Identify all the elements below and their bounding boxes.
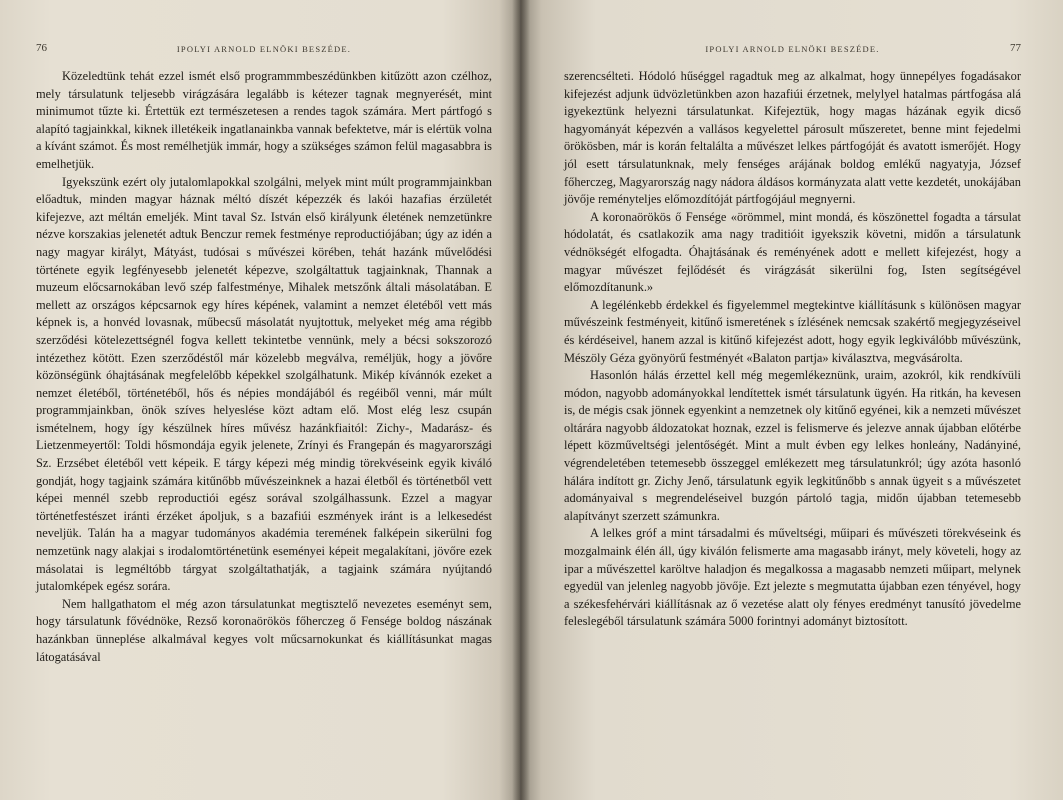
left-page-number: 76: [36, 42, 47, 54]
right-paragraph-1: szerencsélteti. Hódoló hűséggel ragadtuk meg az alkalmat, hogy ünnepélyes fogadásakor kifejezést adjunk üdvözletünkben azon hazafiúi érzetnek, melylyel hatalmas pártfogása alá igyekeztünk helyezni társulatunkat. Kifejeztük, hogy magas házának egyik dicső hagyományát képezvén a vallásos kegyelettel párosult műszeretet, benne mint fejedelmi örökösben, már is korán feltalálta a művészet lelkes pártfogóját és avatott ismerőjét. Hogy jól esett társulatunknak, mely fenséges arájának boldog emlékű nagyatyja, József főherczeg, Magyarország nagy nádora áldásos kormányzata alatt vette kezdetét, unokájában jövője reményteljes előmozdítóját pártfogójául megnyerni.: [564, 69, 1021, 207]
left-page-header: [36, 42, 492, 66]
right-paragraph-5: A lelkes gróf a mint társadalmi és műveltségi, műipari és művészeti törekvéseink és mozgalmaink élén áll, úgy kiválón felismerte ama magasabb irányt, mely követeli, hogy az ipar a művészettel karöltve haladjon és megalkossa a magasabb nemzeti műipart, melynek egyedül van jelenleg nagyobb jövője. Ezt jelezte s megmutatta újabban ezen tényével, hogy a székesfehérvári kiállításnak az ő vezetése alatt oly fényes eredményt tanusító jövedelme feleslegéből társulatunk számára 5000 forintnyi adományt biztosított.: [564, 526, 1021, 629]
right-page-body: [564, 68, 1021, 631]
right-page-header: [564, 42, 1021, 66]
right-paragraph-4: Hasonlón hálás érzettel kell még megemlékeznünk, uraim, azokról, kik rendkívüli módon, nagyobb adományokkal lendítettek ismét társulatunk ügyén. Ha ritkán, ha kevesen is, de mégis csak jönnek egyenkint a nemzetnek oly kitűnő egyénei, kik a nemzeti művészet oltárára nagyobb áldozatokat hoznak, ezzel is felismerve és jelezve annak újabban előtérbe lépett közműveltségi jelentőségét. Mint a mult évben egy lelkes honleány, Nadányiné, végrendeletében tetemesebb összeggel emlékezett meg társulatunkról; úgy azóta hasonló hálára indított gr. Zichy Jenő, társulatunk egyik legkitűnőbb s annak ügyeit s a művészetet adományaival s megrendeléseivel buzgón pártoló tagja, midőn újabban tetemesebb alapítványt szerzett számunkra.: [564, 368, 1021, 523]
left-running-head: IPOLYI ARNOLD ELNÖKI BESZÉDE.: [176, 44, 352, 54]
right-running-head: IPOLYI ARNOLD ELNÖKI BESZÉDE.: [705, 44, 880, 54]
right-page: [520, 0, 1063, 800]
left-paragraph-1: Közeledtünk tehát ezzel ismét első programmmbeszédünkben kitűzött azon czélhoz, mely társulatunk teljesebb virágzására legalább is kétezer tagnak megnyerését, mint minimumot tűzte ki. Értettük ezt természetesen a rendes tagok számára. Mert pártfogó s alapító tagjainkkal, kiknek illetékeik ingatlanainkba vannak befektetve, már is elértük volna a kívánt számot. És most remélhetjük immár, hogy a szükséges számon felül magasabbra is emelhetjük.: [36, 69, 492, 171]
right-paragraph-2: A koronaörökös ő Fensége «örömmel, mint mondá, és köszönettel fogadta a társulat hódolatát, és csatlakozik ama nagy traditióit igyekszik követni, midőn a társulatunk védnökségét elfogadta. Óhajtásának és reményének adott e mellett kifejezést, hogy a magyar művészet fejlődését és virágzását sikerülni fog, Isten segítségével előmozdítanunk.»: [564, 209, 1021, 295]
left-paragraph-3: Nem hallgathatom el még azon társulatunkat megtisztelő nevezetes eseményt sem, hogy társulatunk fővédnöke, Rezső koronaörökös főherczeg ő Fensége boldog nászának hazánkban ünneplése alkalmával kegyes volt műcsarnokunkat és kiállításunkat magas látogatásával: [36, 596, 492, 664]
right-paragraph-3: A legélénkebb érdekkel és figyelemmel megtekintve kiállításunk s különösen magyar művészeink festményeit, kitűnő ismeretének s ízlésének nemcsak szakértő megjegyzéseivel és kérdéseivel, hanem azzal is kitűnő kifejezést adott, hogy egyik legkiválóbb művészünk, Mészöly Géza gyönyörű festményét «Balaton partja» kiválasztva, megvásárolta.: [564, 297, 1021, 365]
right-page-number: 77: [1010, 42, 1021, 54]
left-page: [0, 0, 520, 800]
left-paragraph-2: Igyekszünk ezért oly jutalomlapokkal szolgálni, melyek mint múlt programmjainkban előadtuk, minden magyar háznak méltó díszét képezzék és lakói hazafias érzületét kifejezve, azt méltán emeljék. Mint taval Sz. István első királyunk életének nemzetünkre nézve korszakias jelenetét adtuk Benczur remek festménye reproductiójában; úgy az idén a nagy magyar királyt, Mátyást, tudósai s művészei körében, tehát hazánk művelődési története egyik legfényesebb jelenetét képezve, szolgáltattuk tagjainknak, Thannak a muzeum előcsarnokában levő szép falfestménye, Mihalek metszőnk általi másolatában. E mellett az országos képcsarnok egy híres képének, valamint a nemzet életéből vett más képnek is, a honvéd lovasnak, műbecsű másolatát nyujtottuk, melyeket még ama régibb szerződési kötelezettségnél fogva kellett tekintetbe vennünk, mely a bécsi sokszorozó intézethez kötött. Ezen szerződéstől már közelebb megválva, reméljük, hogy a jövőre közönségünk óhajtásának megfelelőbb képekkel szolgálhatunk. Mikép kívánnók ezeket a nemzet életéből, történetéből, hős és népies mondájából és regéiből venni, már múlt programmjainkban, önök szíves helyeslése közt adtam elő. Most elég lesz csupán ismételnem, hogy így készülnek híres művész hazánkfiaitól: Zichy-, Madarász- és Lietzenmeyertől: Toldi hősmondája egyik jelenete, Zrínyi és Frangepán és magyarországi Sz. Erzsébet életéből vett képeik. E tárgy képezi még mindig törekvéseink egyik kiváló gondját, hogy tagjaink számára kitűnőbb művészeinknek a hazai életből és történetből vett képei mennél szebb reproductiói egész sorával szolgálhassunk. Ezzel a magyar történetfestészet iránti érzéket ápoljuk, s a bazafiúi eszmények iránt is a lelkesedést neveljük. Talán ha a magyar tudományos akadémia teremének falképein sikerülni fog nemzetünk nagy alakjai s irodalomtörténetünk eseményei képeit megalakítani, jövőre ezek másolatai is legméltóbb tárgyat szolgáltathatják, a tagjaink számára nyújtandó jutalomképek egész sorára.: [36, 174, 492, 594]
left-page-body: [36, 68, 492, 666]
